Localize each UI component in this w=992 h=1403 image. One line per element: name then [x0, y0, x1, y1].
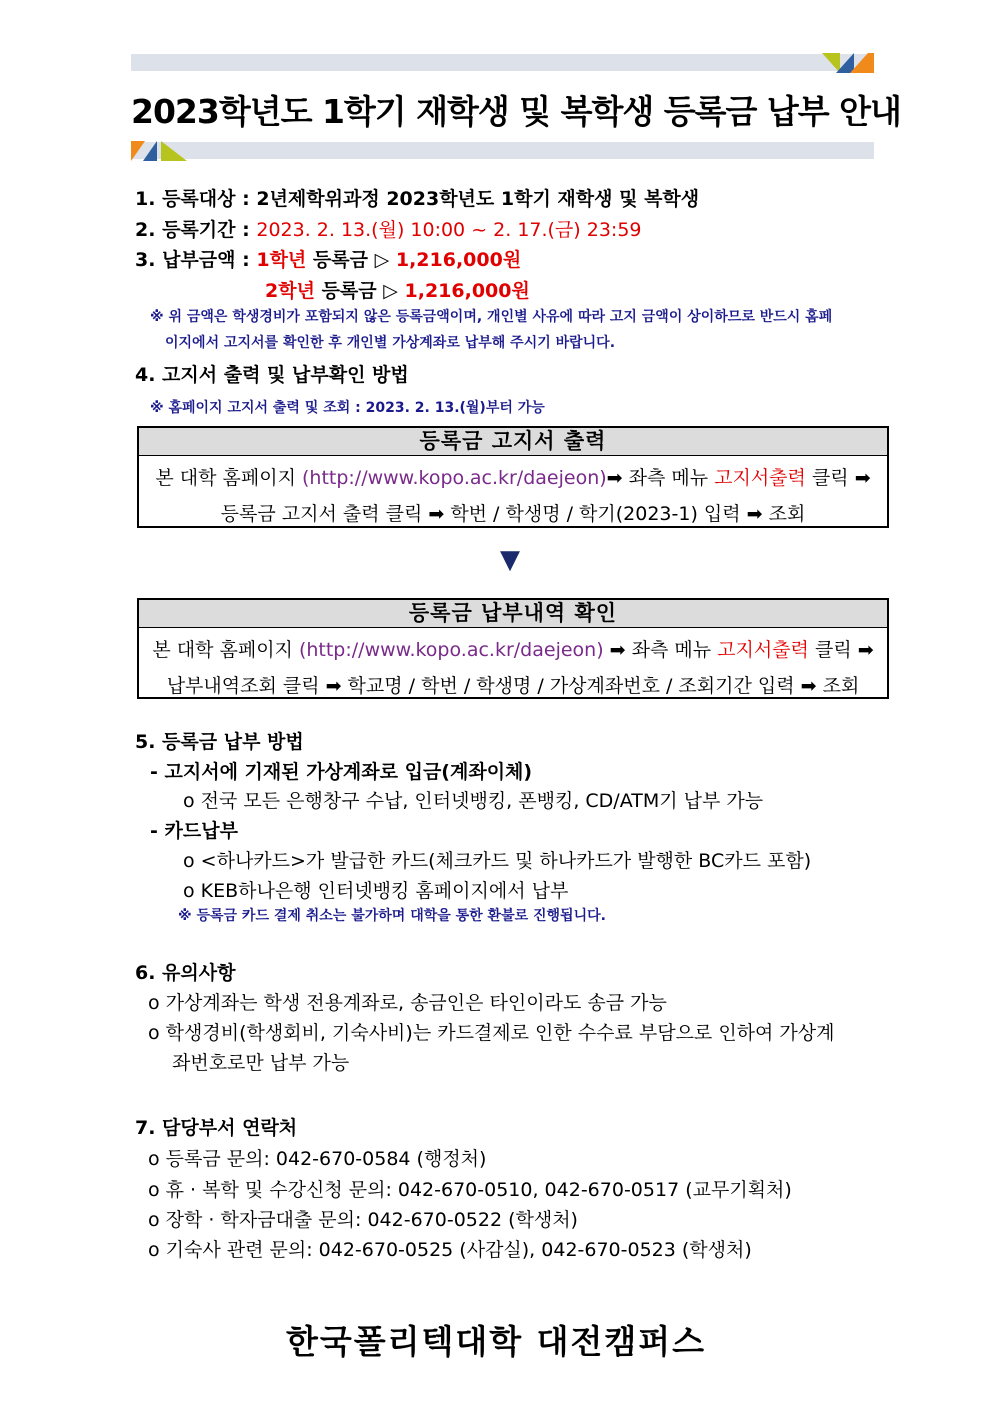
payment-check-text-a: 본 대학 홈페이지 — [152, 639, 293, 661]
footer-institution: 한국폴리텍대학 대전캠퍼스 — [285, 1322, 707, 1361]
amount-note-line2: 이지에서 고지서를 확인한 후 개인별 가상계좌로 납부해 주시기 바랍니다. — [165, 335, 616, 351]
amount-row2-value: 1,216,000원 — [404, 280, 530, 302]
section-4-note: ※ 홈페이지 고지서 출력 및 조회 : 2023. 2. 13.(월)부터 가능 — [150, 400, 545, 416]
bill-print-line2: 등록금 고지서 출력 클릭 ➡ 학번 / 학생명 / 학기(2023-1) 입력 ➡ 조회 — [220, 503, 806, 525]
section-4-heading: 4. 고지서 출력 및 납부확인 방법 — [135, 364, 409, 386]
amount-note-line1: ※ 위 금액은 학생경비가 포함되지 않은 등록금액이며, 개인별 사유에 따라 고지 금액이 상이하므로 반드시 홈페 — [150, 309, 833, 325]
payment-check-text-b: ➡ 좌측 메뉴 — [609, 639, 712, 661]
section-5-sub2: - 카드납부 — [150, 820, 238, 842]
payment-check-header: 등록금 납부내역 확인 — [139, 600, 887, 628]
amount-row2-year: 2학년 — [265, 280, 315, 302]
top-decor-bar — [131, 54, 874, 71]
section-6-item2-line2: 좌번호로만 납부 가능 — [172, 1052, 350, 1074]
contact-item: o 휴 · 복학 및 수강신청 문의: 042-670-0510, 042-670-0517 (교무기획처) — [148, 1179, 792, 1201]
payment-check-box — [137, 598, 889, 699]
section-3-label: 납부금액 — [162, 249, 236, 271]
payment-check-line2: 납부내역조회 클릭 ➡ 학교명 / 학번 / 학생명 / 가상계좌번호 / 조회기간 입력 ➡ 조회 — [166, 675, 860, 697]
contact-item: o 장학 · 학자금대출 문의: 042-670-0522 (학생처) — [148, 1209, 578, 1231]
homepage-link[interactable]: (http://www.kopo.ac.kr/daejeon) — [301, 467, 607, 489]
page-title: 2023학년도 1학기 재학생 및 복학생 등록금 납부 안내 — [131, 92, 901, 131]
section-5-sub2-item1: o <하나카드>가 발급한 카드(체크카드 및 하나카드가 발행한 BC카드 포함) — [183, 850, 812, 872]
section-1-value: 2년제학위과정 2023학년도 1학기 재학생 및 복학생 — [256, 188, 700, 210]
section-5-note: ※ 등록금 카드 결제 취소는 불가하며 대학을 통한 환불로 진행됩니다. — [178, 908, 606, 924]
section-1-label: 등록대상 — [162, 188, 236, 210]
top-corner-triangles-icon — [822, 53, 876, 73]
bill-print-line1 — [139, 463, 887, 490]
section-5-sub1-item: o 전국 모든 은행창구 수납, 인터넷뱅킹, 폰뱅킹, CD/ATM기 납부 가능 — [183, 790, 764, 812]
section-5-sub2-item2: o KEB하나은행 인터넷뱅킹 홈페이지에서 납부 — [183, 880, 569, 902]
bill-print-box — [137, 426, 889, 528]
amount-row2-arrow: ▷ — [383, 280, 398, 302]
section-6-item1: o 가상계좌는 학생 전용계좌로, 송금인은 타인이라도 송금 가능 — [148, 992, 667, 1014]
section-2-label: 등록기간 — [162, 219, 236, 241]
payment-check-text-c: 클릭 ➡ — [814, 639, 874, 661]
section-6-item2-line1: o 학생경비(학생회비, 기숙사비)는 카드결제로 인한 수수료 부담으로 인하여 가상계 — [148, 1022, 835, 1044]
section-3-row2 — [265, 276, 530, 303]
section-2-value: 2023. 2. 13.(월) 10:00 ~ 2. 17.(금) 23:59 — [256, 219, 642, 241]
section-2-sep: : — [242, 219, 250, 241]
bill-print-text-b: ➡ 좌측 메뉴 — [606, 467, 709, 489]
bill-print-text-a: 본 대학 홈페이지 — [155, 467, 296, 489]
section-2 — [135, 215, 642, 242]
section-1-sep: : — [242, 188, 250, 210]
title-corner-triangles-icon — [131, 141, 187, 161]
section-3-num: 3. — [135, 249, 156, 271]
payment-check-line1 — [139, 635, 887, 662]
section-3-sep: : — [242, 249, 250, 271]
contact-item: o 등록금 문의: 042-670-0584 (행정처) — [148, 1148, 487, 1170]
title-decor-bar — [131, 142, 874, 159]
section-5-sub1: - 고지서에 기재된 가상계좌로 입금(계좌이체) — [150, 761, 533, 783]
section-7-heading: 7. 담당부서 연락처 — [135, 1117, 298, 1139]
bill-menu-label: 고지서출력 — [714, 467, 806, 489]
section-3 — [135, 245, 521, 272]
section-1 — [135, 184, 699, 211]
bill-print-header: 등록금 고지서 출력 — [139, 428, 887, 456]
amount-row1-item: 등록금 — [312, 249, 368, 271]
bill-print-text-c: 클릭 ➡ — [811, 467, 871, 489]
amount-row1-year: 1학년 — [256, 249, 307, 271]
section-1-num: 1. — [135, 188, 156, 210]
homepage-link-2[interactable]: (http://www.kopo.ac.kr/daejeon) — [298, 639, 604, 661]
amount-row1-value: 1,216,000원 — [395, 249, 522, 271]
section-2-num: 2. — [135, 219, 156, 241]
section-5-heading: 5. 등록금 납부 방법 — [135, 731, 304, 753]
section-6-heading: 6. 유의사항 — [135, 962, 236, 984]
contact-item: o 기숙사 관련 문의: 042-670-0525 (사감실), 042-670-0523 (학생처) — [148, 1239, 752, 1261]
amount-row2-item: 등록금 — [321, 280, 377, 302]
flow-arrow-down-icon: ▼ — [500, 545, 520, 575]
payment-menu-label: 고지서출력 — [717, 639, 809, 661]
amount-row1-arrow: ▷ — [374, 249, 390, 271]
